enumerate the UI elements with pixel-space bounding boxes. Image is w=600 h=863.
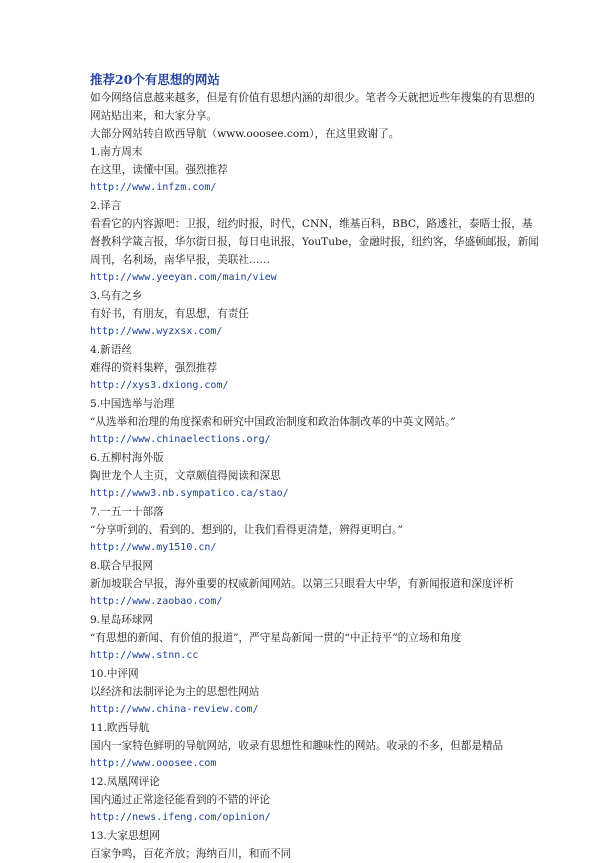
site-entry-link[interactable]: http://www.infzm.com/ bbox=[90, 182, 217, 193]
site-entry-title: 8.联合早报网 bbox=[90, 560, 154, 572]
site-entry-title: 3.乌有之乡 bbox=[90, 290, 143, 302]
site-entry bbox=[90, 773, 540, 827]
site-entry-link[interactable]: http://www.stnn.cc bbox=[90, 650, 199, 661]
site-entry-title: 9.星岛环球网 bbox=[90, 614, 154, 626]
site-entry-title: 4.新语丝 bbox=[90, 344, 132, 356]
site-entry-description: “有思想的新闻、有价值的报道”，严守星岛新闻一贯的“中正持平”的立场和角度 bbox=[90, 632, 462, 644]
site-entry bbox=[90, 827, 540, 863]
site-entry bbox=[90, 143, 540, 197]
site-entry bbox=[90, 395, 540, 449]
site-entry-description: “分享听到的、看到的、想到的，让我们看得更清楚，辨得更明白。” bbox=[90, 524, 403, 536]
site-list bbox=[90, 143, 540, 863]
site-entry-description: 百家争鸣，百花齐放；海纳百川，和而不同 bbox=[90, 848, 292, 860]
site-entry-title: 13.大家思想网 bbox=[90, 830, 160, 842]
site-entry-description: 在这里，读懂中国。强烈推荐 bbox=[90, 164, 228, 176]
site-entry-link[interactable]: http://www.wyzxsx.com/ bbox=[90, 326, 223, 337]
site-entry bbox=[90, 665, 540, 719]
site-entry-link[interactable]: http://www.chinaelections.org/ bbox=[90, 434, 271, 445]
site-entry bbox=[90, 503, 540, 557]
site-entry-description: 国内通过正常途径能看到的不错的评论 bbox=[90, 794, 271, 806]
site-entry-link[interactable]: http://www.my1510.cn/ bbox=[90, 542, 217, 553]
site-entry-description: 以经济和法制评论为主的思想性网站 bbox=[90, 686, 260, 698]
site-entry bbox=[90, 557, 540, 611]
article-title: 推荐20个有思想的网站 bbox=[90, 72, 220, 87]
site-entry-title: 2.译言 bbox=[90, 200, 122, 212]
site-entry-description: 陶世龙个人主页，文章颇值得阅读和深思 bbox=[90, 470, 281, 482]
site-entry-link[interactable]: http://www.yeeyan.com/main/view bbox=[90, 272, 277, 283]
site-entry bbox=[90, 611, 540, 665]
site-entry bbox=[90, 719, 540, 773]
site-entry-description: 新加坡联合早报，海外重要的权威新闻网站。以第三只眼看大中华，有新闻报道和深度评析 bbox=[90, 578, 514, 590]
site-entry-link[interactable]: http://www3.nb.sympatico.ca/stao/ bbox=[90, 488, 289, 499]
site-entry-description: 国内一家特色鲜明的导航网站，收录有思想性和趣味性的网站。收录的不多，但都是精品 bbox=[90, 740, 504, 752]
site-entry-link[interactable]: http://www.ooosee.com bbox=[90, 758, 217, 769]
site-entry-description: 看看它的内容源吧：卫报，纽约时报，时代，CNN，维基百科，BBC，路透社，泰晤士报，基督教科学箴言报，华尔街日报，每日电讯报，YouTube，金融时报，纽约客，华盛顿邮报，新闻周刊，名利场，南华早报，美联社…… bbox=[90, 218, 539, 266]
site-entry-description: “从选举和治理的角度探索和研究中国政治制度和政治体制改革的中英文网站。” bbox=[90, 416, 456, 428]
site-entry bbox=[90, 287, 540, 341]
site-entry-link[interactable]: http://www.china-review.com/ bbox=[90, 704, 259, 715]
site-entry-link[interactable]: http://xys3.dxiong.com/ bbox=[90, 380, 229, 391]
site-entry-title: 1.南方周末 bbox=[90, 146, 143, 158]
site-entry-title: 7.一五一十部落 bbox=[90, 506, 164, 518]
site-entry-title: 10.中评网 bbox=[90, 668, 139, 680]
site-entry bbox=[90, 197, 540, 287]
site-entry bbox=[90, 449, 540, 503]
site-entry-link[interactable]: http://www.zaobao.com/ bbox=[90, 596, 223, 607]
site-entry bbox=[90, 341, 540, 395]
site-entry-title: 11.欧西导航 bbox=[90, 722, 150, 734]
site-entry-title: 5.中国选举与治理 bbox=[90, 398, 175, 410]
intro-paragraph: 如今网络信息越来越多，但是有价值有思想内涵的却很少。笔者今天就把近些年搜集的有思想的网站贴出来，和大家分享。 bbox=[90, 92, 535, 122]
site-entry-title: 12.凤凰网评论 bbox=[90, 776, 160, 788]
site-entry-title: 6.五柳村海外版 bbox=[90, 452, 164, 464]
site-entry-description: 有好书，有朋友，有思想，有责任 bbox=[90, 308, 249, 320]
site-entry-link[interactable]: http://news.ifeng.com/opinion/ bbox=[90, 812, 271, 823]
intro-paragraph: 大部分网站转自欧西导航（www.ooosee.com），在这里致谢了。 bbox=[90, 128, 400, 140]
site-entry-description: 难得的资料集粹，强烈推荐 bbox=[90, 362, 218, 374]
